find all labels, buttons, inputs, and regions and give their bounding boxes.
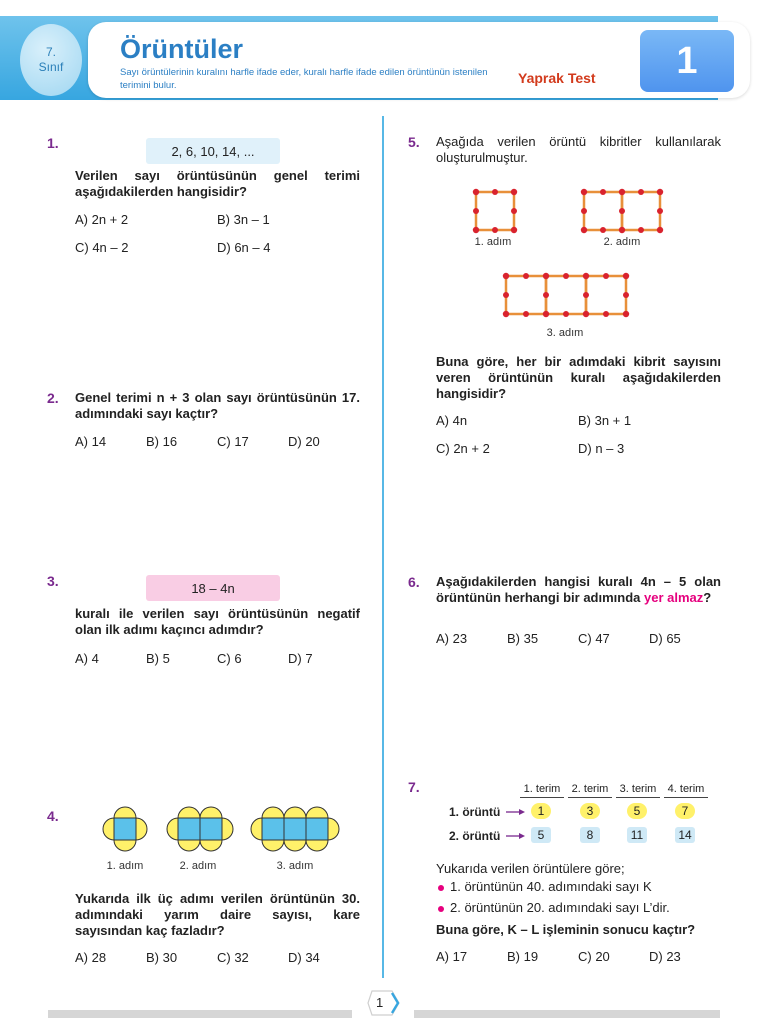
- q4-caption-2: 2. adım: [179, 860, 217, 872]
- q3-option-b[interactable]: B) 5: [146, 651, 170, 666]
- q5-caption-1: 1. adım: [474, 236, 512, 248]
- q1-option-a[interactable]: A) 2n + 2: [75, 212, 129, 227]
- q4-step2-shape: [167, 807, 233, 851]
- q7-intro: Yukarıda verilen örüntülere göre;: [436, 861, 625, 876]
- page-number-badge: [366, 988, 402, 1018]
- footer-bar-left: [48, 1010, 352, 1018]
- grade-label: Sınıf: [38, 60, 64, 74]
- q7-term-underline: [616, 797, 660, 798]
- q4-text: Yukarıda ilk üç adımı verilen örüntünün 30. adımındaki yarım daire sayısı, kare sayısından kaç fazladır?: [75, 891, 360, 938]
- column-divider: [382, 116, 384, 978]
- bullet-icon: [438, 885, 444, 891]
- q7-option-b[interactable]: B) 19: [507, 949, 539, 964]
- q4-option-a[interactable]: A) 28: [75, 950, 107, 965]
- test-number-badge: [640, 30, 734, 92]
- q6-number: 6.: [408, 574, 420, 590]
- q3-number: 3.: [47, 573, 59, 589]
- q7-row2-value-2: 8: [580, 827, 600, 843]
- q7-row2-label: 2. örüntü: [449, 829, 501, 843]
- q7-term-header-3: 3. terim: [619, 783, 657, 795]
- q4-caption-3: 3. adım: [276, 860, 314, 872]
- q4-number: 4.: [47, 808, 59, 824]
- q4-step3-shape: [251, 807, 339, 851]
- page-subtitle: Sayı örüntülerinin kuralını harfle ifade eder, kuralı harfle ifade edilen örüntünün istenilen terimini bulur.: [120, 67, 488, 91]
- q2-option-a[interactable]: A) 14: [75, 434, 107, 449]
- test-type: Yaprak Test: [518, 70, 596, 86]
- q3-rule-box: 18 – 4n: [146, 575, 280, 601]
- q7-number: 7.: [408, 779, 420, 795]
- q7-term-underline: [520, 797, 564, 798]
- grade-badge: [20, 24, 82, 96]
- q6-option-a[interactable]: A) 23: [436, 631, 468, 646]
- q3-text: kuralı ile verilen sayı örüntüsünün negatif olan ilk adımı kaçıncı adımdır?: [75, 606, 360, 637]
- q7-term-underline: [664, 797, 708, 798]
- q7-row2-value-3: 11: [627, 827, 647, 843]
- q6-option-c[interactable]: C) 47: [578, 631, 610, 646]
- arrow-right-icon: [505, 806, 527, 818]
- q5-caption-2: 2. adım: [603, 236, 641, 248]
- q2-option-b[interactable]: B) 16: [146, 434, 178, 449]
- q7-row1-label: 1. örüntü: [449, 805, 501, 819]
- q5-matchstick-figure: [466, 186, 676, 336]
- q6-text: [436, 574, 721, 606]
- q7-row1-value-2: 3: [580, 803, 600, 819]
- q1-option-d[interactable]: D) 6n – 4: [217, 240, 271, 255]
- q3-option-d[interactable]: D) 7: [288, 651, 313, 666]
- q4-caption-1: 1. adım: [106, 860, 144, 872]
- q1-number: 1.: [47, 135, 59, 151]
- q7-row2-value-1: 5: [531, 827, 551, 843]
- q4-option-d[interactable]: D) 34: [288, 950, 320, 965]
- page-title: Örüntüler: [120, 34, 244, 64]
- q7-term-header-4: 4. terim: [667, 783, 705, 795]
- q4-figure: [96, 804, 346, 860]
- q5-caption-3: 3. adım: [546, 327, 584, 339]
- q5-number: 5.: [408, 134, 420, 150]
- footer-bar-right: [414, 1010, 720, 1018]
- q2-text: Genel terimi n + 3 olan sayı örüntüsünün 17. adımındaki sayı kaçtır?: [75, 390, 360, 421]
- q7-option-a[interactable]: A) 17: [436, 949, 468, 964]
- q6-text-before: Aşağıdakilerden hangisi kuralı 4n – 5 olan örüntünün herhangi bir adımında: [436, 574, 721, 605]
- q7-option-d[interactable]: D) 23: [649, 949, 681, 964]
- q4-option-b[interactable]: B) 30: [146, 950, 178, 965]
- q7-term-header-1: 1. terim: [523, 783, 561, 795]
- q3-option-c[interactable]: C) 6: [217, 651, 242, 666]
- q3-option-a[interactable]: A) 4: [75, 651, 99, 666]
- q7-option-c[interactable]: C) 20: [578, 949, 610, 964]
- q4-option-c[interactable]: C) 32: [217, 950, 249, 965]
- q7-term-underline: [568, 797, 612, 798]
- q5-text: Buna göre, her bir adımdaki kibrit sayısını veren örüntünün kuralı aşağıdakilerden hangisidir?: [436, 354, 721, 401]
- q6-text-highlight: yer almaz: [644, 590, 704, 605]
- arrow-right-icon: [505, 830, 527, 842]
- page-badge-icon: [366, 988, 402, 1018]
- q5-option-a[interactable]: A) 4n: [436, 413, 468, 428]
- q6-option-d[interactable]: D) 65: [649, 631, 681, 646]
- test-number: 1: [676, 39, 698, 82]
- q7-bullet-2: 2. örüntünün 20. adımındaki sayı L’dir.: [450, 900, 670, 915]
- q6-option-b[interactable]: B) 35: [507, 631, 539, 646]
- grade-number: 7.: [45, 45, 56, 59]
- q5-option-c[interactable]: C) 2n + 2: [436, 441, 490, 456]
- q1-text: Verilen sayı örüntüsünün genel terimi aşağıdakilerden hangisidir?: [75, 168, 360, 199]
- q4-step1-shape: [103, 807, 147, 851]
- page-number: 1: [376, 995, 384, 1010]
- q2-option-c[interactable]: C) 17: [217, 434, 249, 449]
- q2-option-d[interactable]: D) 20: [288, 434, 320, 449]
- q7-term-header-2: 2. terim: [571, 783, 609, 795]
- q2-number: 2.: [47, 390, 59, 406]
- q7-row2-value-4: 14: [675, 827, 695, 843]
- q1-option-c[interactable]: C) 4n – 2: [75, 240, 129, 255]
- q7-row1-value-3: 5: [627, 803, 647, 819]
- q7-bullet-1: 1. örüntünün 40. adımındaki sayı K: [450, 879, 652, 894]
- q1-option-b[interactable]: B) 3n – 1: [217, 212, 270, 227]
- q7-text: Buna göre, K – L işleminin sonucu kaçtır?: [436, 922, 696, 937]
- q7-row1-value-1: 1: [531, 803, 551, 819]
- q7-row1-value-4: 7: [675, 803, 695, 819]
- q5-option-b[interactable]: B) 3n + 1: [578, 413, 632, 428]
- q5-intro: Aşağıda verilen örüntü kibritler kullanılarak oluşturulmuştur.: [436, 134, 721, 165]
- q6-text-after: ?: [703, 590, 712, 605]
- q5-option-d[interactable]: D) n – 3: [578, 441, 625, 456]
- q1-sequence-box: 2, 6, 10, 14, ...: [146, 138, 280, 164]
- bullet-icon: [438, 906, 444, 912]
